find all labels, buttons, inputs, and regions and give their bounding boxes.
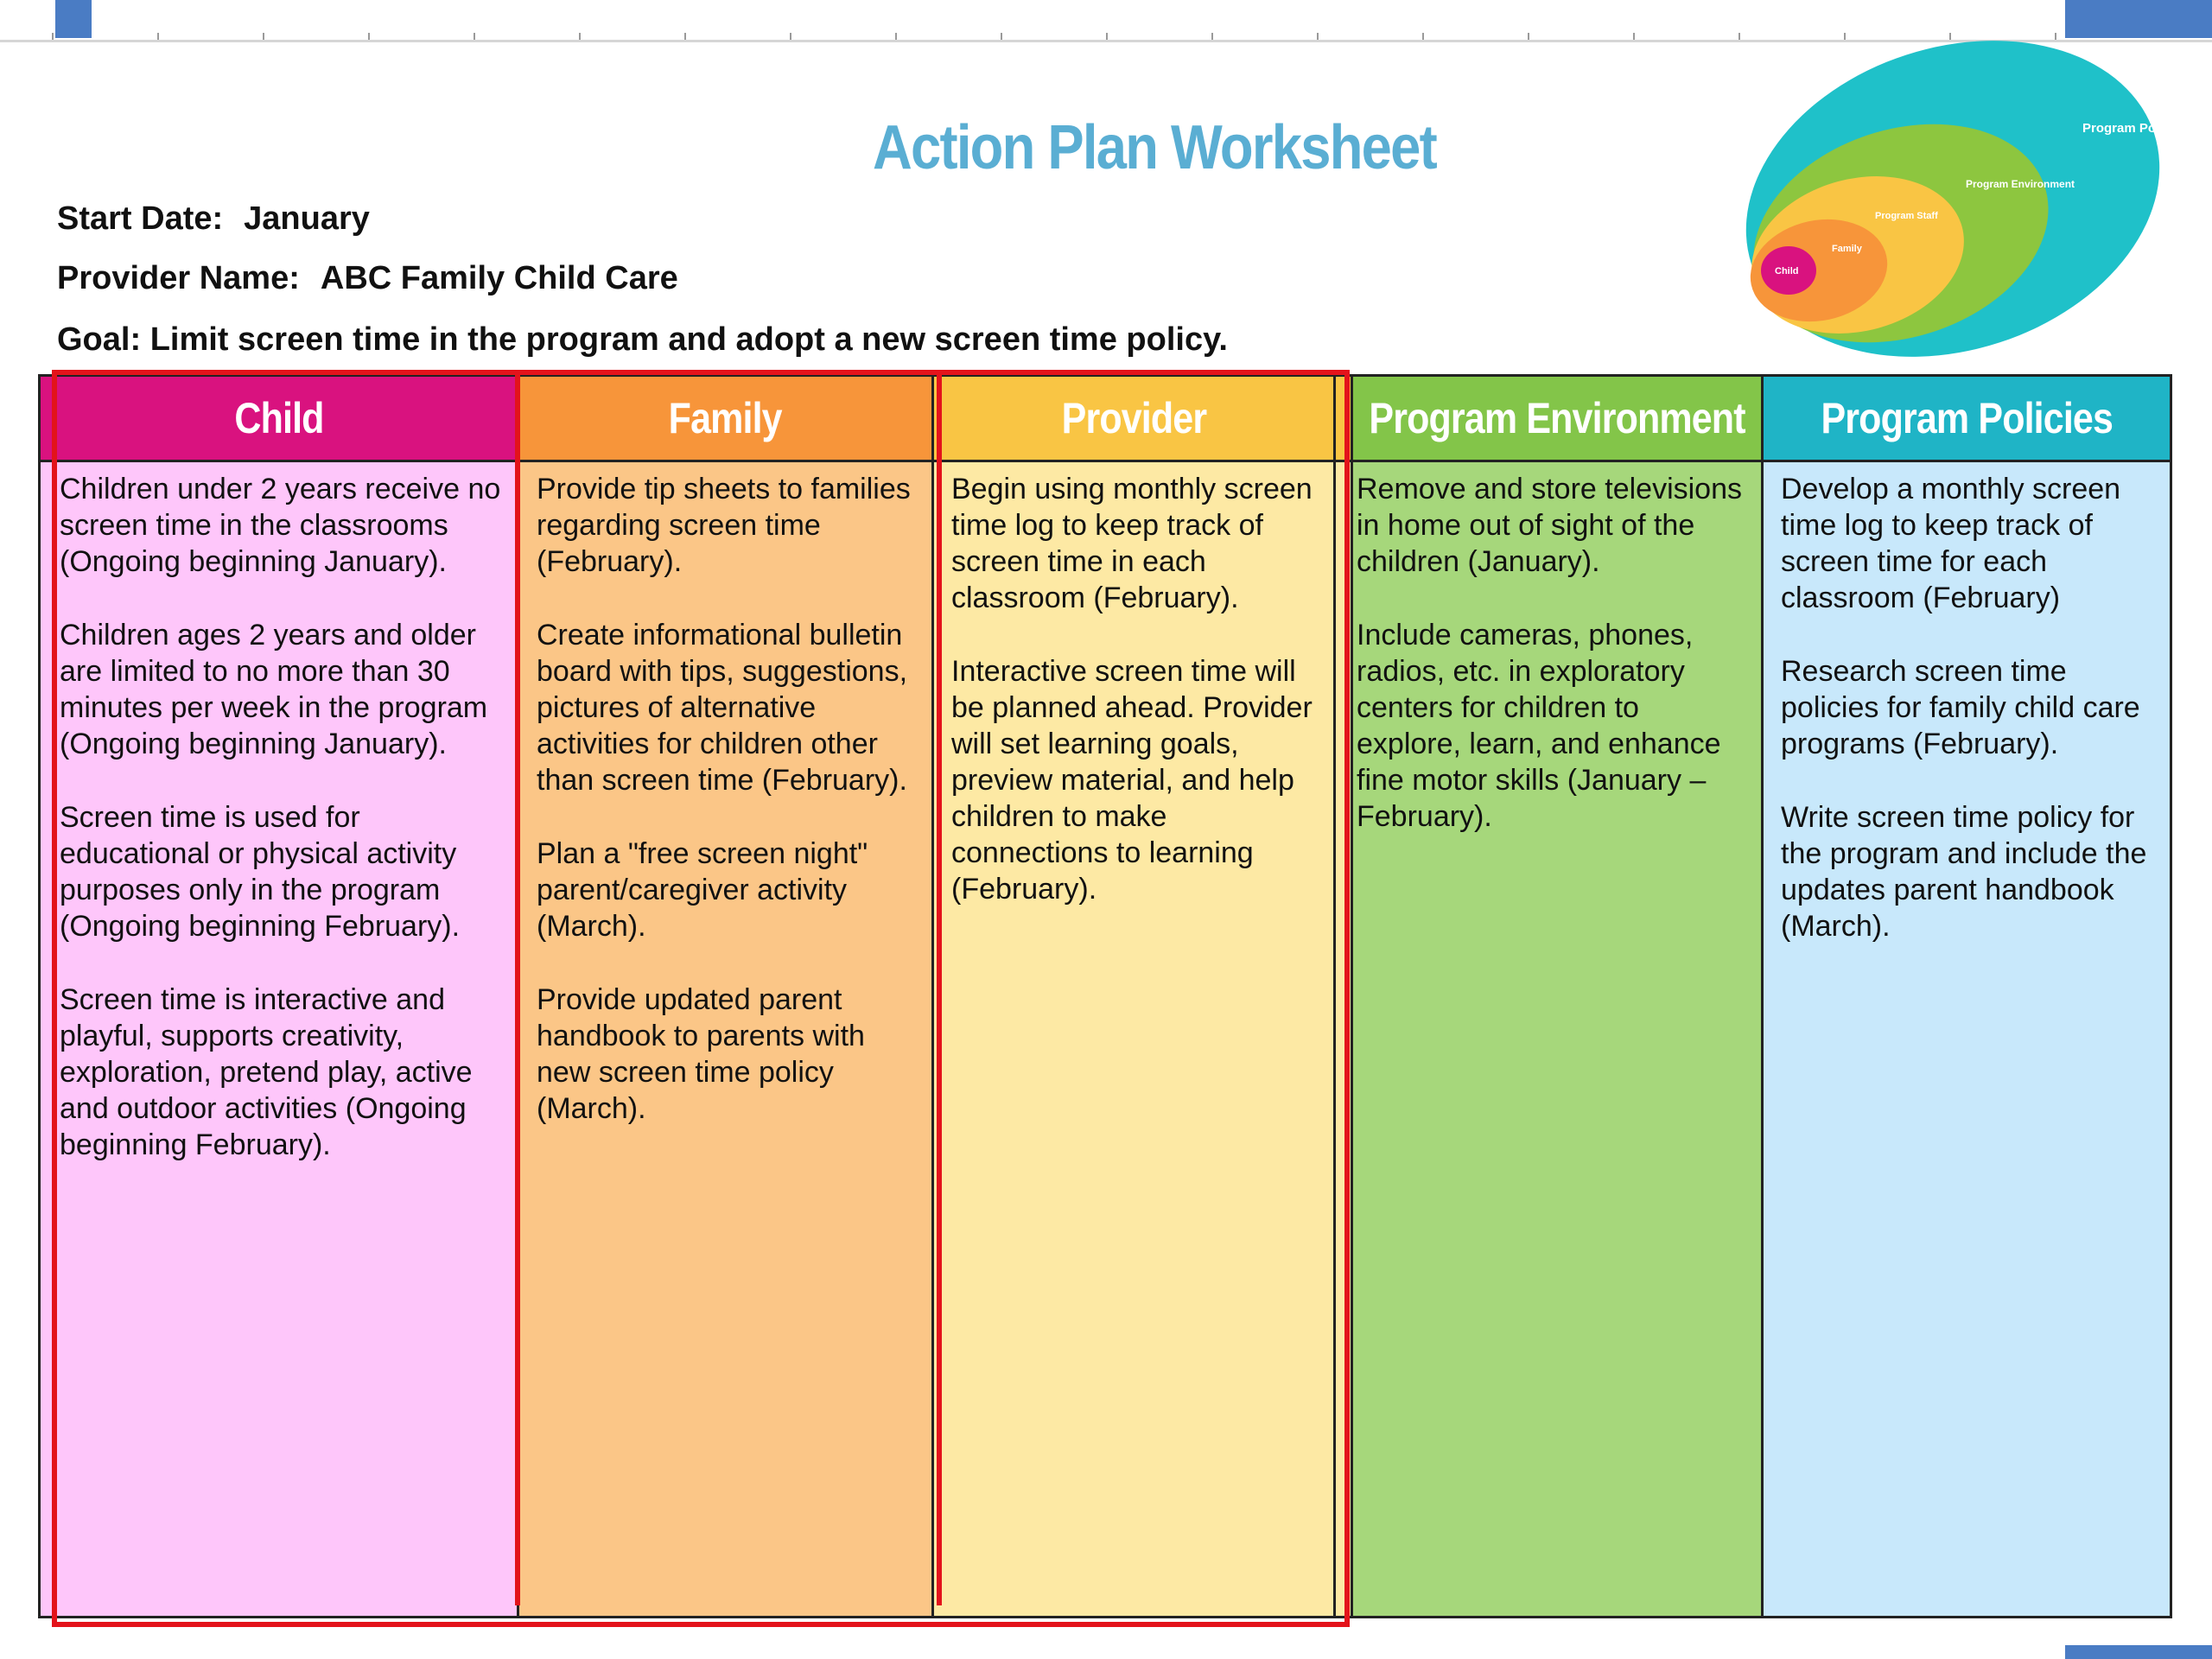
logo-label-child: Child [1775,266,1799,276]
column-header-child: Child [41,377,517,462]
start-date-value: January [244,200,370,237]
provider-name-label: Provider Name: [57,260,300,296]
environment-item: Include cameras, phones, radios, etc. in exploratory centers for children to explore, learn, and enhance fine motor skills (January – February). [1357,619,1721,833]
goal-line [57,321,1228,359]
column-body-program-environment[interactable] [1353,462,1761,1616]
spheres-of-influence-logo [1737,39,2189,359]
document-ruler[interactable] [0,0,2212,42]
goal-label: Goal: [57,321,142,358]
family-item: Create informational bulletin board with tips, suggestions, pictures of alternative activities for children other than screen time (February). [537,619,908,797]
column-body-family[interactable] [519,462,931,1616]
right-margin-marker[interactable] [2065,0,2212,38]
family-item: Plan a "free screen night" parent/caregiver activity (March). [537,837,868,943]
child-item: Children ages 2 years and older are limited to no more than 30 minutes per week in the program (Ongoing beginning January). [60,619,488,760]
column-spacer-header [1336,377,1351,462]
column-provider [934,377,1336,1616]
column-body-provider[interactable] [934,462,1333,1616]
bottom-right-marker [2065,1645,2212,1659]
column-child [41,377,519,1616]
provider-item: Interactive screen time will be planned ahead. Provider will set learning goals, preview material, and help children to make connections to learning (February). [951,655,1313,906]
child-item: Children under 2 years receive no screen time in the classrooms (Ongoing beginning January). [60,473,501,578]
column-header-family: Family [519,377,931,462]
policies-item: Research screen time policies for family child care programs (February). [1781,655,2140,760]
policies-item: Develop a monthly screen time log to keep track of screen time for each classroom (February) [1781,473,2121,614]
policies-item: Write screen time policy for the program and include the updates parent handbook (March). [1781,801,2147,943]
column-header-provider: Provider [934,377,1333,462]
column-body-program-policies[interactable] [1764,462,2170,1616]
logo-label-program-staff: Program Staff [1875,211,1938,221]
provider-name-line [57,260,678,297]
provider-name-value: ABC Family Child Care [320,260,678,296]
column-program-policies [1764,377,2170,1616]
child-item: Screen time is interactive and playful, supports creativity, exploration, pretend play, active and outdoor activities (Ongoing beginning February). [60,983,473,1161]
column-header-program-policies: Program Policies [1764,377,2170,462]
left-margin-marker[interactable] [55,0,92,38]
logo-label-program-policies: Program Policies [2082,121,2189,136]
column-body-child[interactable] [41,462,517,1616]
column-spacer [1336,377,1353,1616]
logo-label-program-environment: Program Environment [1966,178,2075,190]
family-item: Provide updated parent handbook to parents with new screen time policy (March). [537,983,865,1125]
page-title: Action Plan Worksheet [873,113,1436,182]
logo-label-family: Family [1832,244,1862,254]
child-item: Screen time is used for educational or physical activity purposes only in the program (Ongoing beginning February). [60,801,461,943]
column-program-environment [1353,377,1764,1616]
start-date-line [57,200,370,238]
column-family [519,377,934,1616]
provider-item: Begin using monthly screen time log to keep track of screen time in each classroom (February). [951,473,1313,614]
start-date-label: Start Date: [57,200,224,237]
goal-value: Limit screen time in the program and adopt a new screen time policy. [149,321,1228,358]
column-header-program-environment: Program Environment [1353,377,1761,462]
environment-item: Remove and store televisions in home out of sight of the children (January). [1357,473,1743,578]
action-plan-table [38,374,2172,1618]
family-item: Provide tip sheets to families regarding screen time (February). [537,473,911,578]
